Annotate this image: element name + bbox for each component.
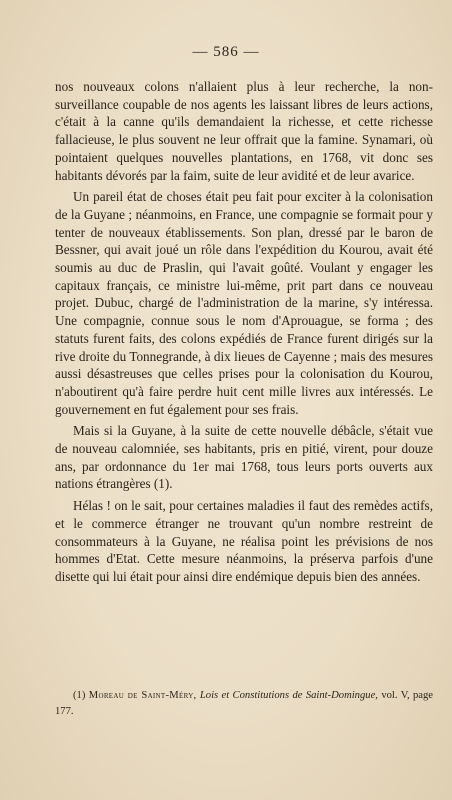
paragraph-4: Hélas ! on le sait, pour certaines maladies il faut des remèdes actifs, et le commerce étranger ne trouvant qu'un nombre restreint de consommateurs à la Guyane, ne réalisa point les prévisions de nos hommes d'Etat. Cette mesure néanmoins, la préserva parfois d'une disette qui lui était pour ainsi dire endémique depuis bien des années.	[55, 498, 433, 584]
footnote-title: Lois et Constitutions de Saint-Domingue,	[199, 690, 378, 701]
footnote-divider	[55, 676, 115, 677]
footnote-reference: vol. V, page 177.	[55, 690, 433, 717]
page-number: — 586 —	[192, 44, 260, 60]
paragraph-3: Mais si la Guyane, à la suite de cette nouvelle débâcle, s'était vue de nouveau calomniée, ses habitants, pris en pitié, virent, pour douze ans, par ordonnance du 1er mai 1768, tous leurs ports ouverts aux nations étrangères (1).	[55, 423, 433, 492]
footnote-marker: (1)	[73, 690, 86, 701]
footnote	[55, 688, 433, 719]
paragraph-1: nos nouveaux colons n'allaient plus à leur recherche, la non-surveillance coupable de nos agents les laissant libres de leurs actions, c'était à la canne qu'ils demandaient la richesse, et cette richesse fallacieuse, le plus souvent ne leur offrait que la famine. Synamari, où pointaient quelques nouvelles plantations, en 1768, vit donc ses habitants dévorés par la faim, suite de leur avidité et de leur avarice.	[55, 79, 433, 183]
paragraph-2: Un pareil état de choses était peu fait pour exciter à la colonisation de la Guyane ; néanmoins, en France, une compagnie se formait pour y tenter de nouveaux établissements. Son plan, dressé par le baron de Bessner, qui avait joué un rôle dans l'expédition du Kourou, avait été soumis au duc de Praslin, qui l'avait goûté. Voulant y engager les capitaux français, ce ministre lui-même, prit part dans ce nouveau projet. Dubuc, chargé de l'administration de la marine, s'y intéressa. Une compagnie, connue sous le nom d'Aprouague, se forma ; des statuts furent faits, des colons expédiés de France furent dirigés sur la rive droite du Tonnegrande, à dix lieues de Cayenne ; mais des mesures aussi désastreuses que celles prises pour la colonisation du Kourou, n'aboutirent qu'à faire perdre huit cent mille livres aux intéressés. Le gouvernement en fut également pour ses frais.	[55, 189, 433, 417]
body-text	[55, 78, 433, 590]
footnote-author: Moreau de Saint-Méry,	[88, 690, 197, 701]
